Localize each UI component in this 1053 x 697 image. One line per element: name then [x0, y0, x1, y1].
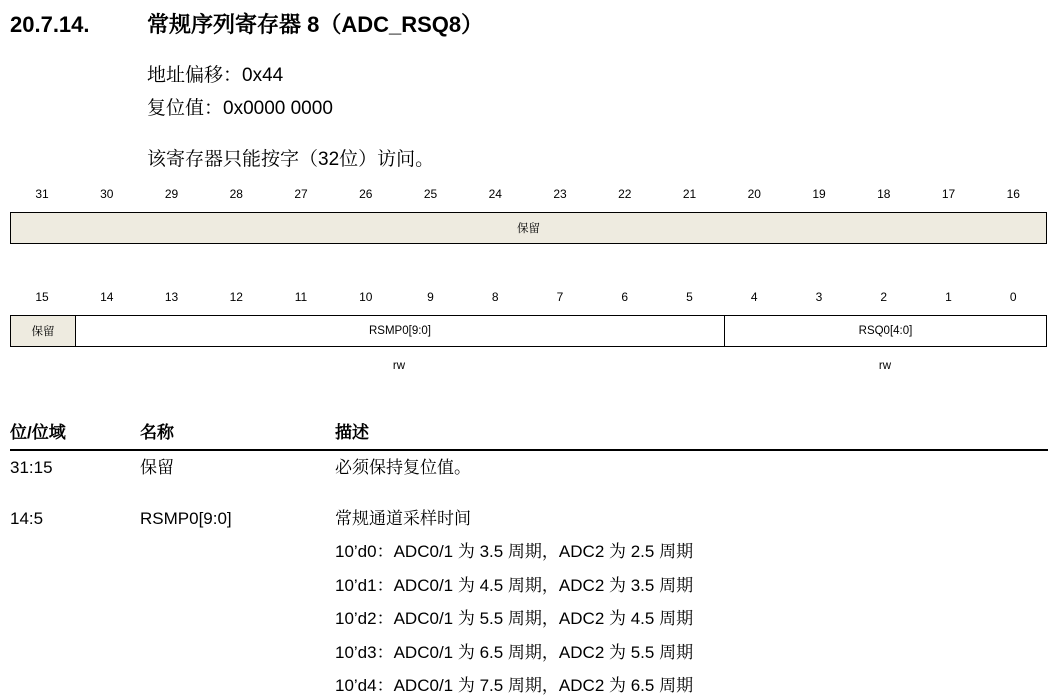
bit-number: 11 — [294, 290, 308, 304]
field-rsmp0: RSMP0[9:0] — [76, 316, 725, 346]
row-desc-line: 10’d2：ADC0/1 为 5.5 周期，ADC2 为 4.5 周期 — [335, 609, 694, 628]
bit-number: 10 — [359, 290, 373, 304]
bit-number: 18 — [877, 187, 891, 201]
bit-number: 30 — [100, 187, 114, 201]
reset-value: 复位值：0x0000 0000 — [147, 98, 333, 119]
bit-number: 16 — [1006, 187, 1020, 201]
bit-number: 2 — [880, 290, 888, 304]
row-bits: 14:5 — [10, 509, 44, 528]
bit-number: 31 — [35, 187, 49, 201]
bit-number: 1 — [945, 290, 952, 304]
col-header-desc: 描述 — [335, 423, 369, 442]
row-desc-line: 必须保持复位值。 — [335, 458, 471, 477]
section-heading — [10, 10, 483, 40]
access-rsmp0: rw — [392, 360, 406, 372]
bit-number: 13 — [164, 290, 179, 304]
bit-number: 14 — [100, 290, 114, 304]
bit-number: 19 — [812, 187, 826, 201]
bit-number: 24 — [488, 187, 502, 201]
bit-number: 15 — [35, 290, 49, 304]
bit-number: 27 — [294, 187, 308, 201]
bit-number: 6 — [621, 290, 629, 304]
row-bits: 31:15 — [10, 458, 53, 477]
access-note: 该寄存器只能按字（32位）访问。 — [147, 149, 435, 170]
bit-number: 22 — [618, 187, 632, 201]
bit-number: 3 — [815, 290, 823, 304]
section-title: 常规序列寄存器 8（ADC_RSQ8） — [147, 12, 484, 37]
row-desc-line: 10’d0：ADC0/1 为 3.5 周期，ADC2 为 2.5 周期 — [335, 542, 694, 561]
bit-number: 8 — [491, 290, 499, 304]
bit-number: 7 — [556, 290, 564, 304]
row-desc-line: 常规通道采样时间 — [335, 509, 471, 528]
bit-number: 20 — [747, 187, 761, 201]
bit-number: 9 — [427, 290, 434, 304]
col-header-name: 名称 — [140, 423, 174, 442]
register-row-lower — [10, 315, 1047, 347]
bit-number: 0 — [1009, 290, 1017, 304]
bit-number: 21 — [682, 187, 697, 201]
address-offset: 地址偏移：0x44 — [147, 65, 284, 86]
access-rsq0: rw — [878, 360, 892, 372]
field-reserved-upper: 保留 — [11, 213, 1046, 243]
row-desc-line: 10’d1：ADC0/1 为 4.5 周期，ADC2 为 3.5 周期 — [335, 576, 694, 595]
col-header-bits: 位/位域 — [10, 423, 66, 442]
bit-number: 17 — [941, 187, 956, 201]
bit-number: 4 — [750, 290, 758, 304]
bit-number: 26 — [359, 187, 373, 201]
register-row-upper — [10, 212, 1047, 244]
row-name: 保留 — [140, 458, 174, 477]
bit-number: 12 — [229, 290, 243, 304]
bit-number: 28 — [229, 187, 243, 201]
bit-number: 25 — [423, 187, 438, 201]
bit-number: 29 — [164, 187, 179, 201]
field-reserved-lower: 保留 — [11, 316, 76, 346]
bit-number: 23 — [553, 187, 567, 201]
field-rsq0: RSQ0[4:0] — [858, 325, 913, 337]
section-number: 20.7.14. — [10, 12, 90, 37]
row-desc-line: 10’d4：ADC0/1 为 7.5 周期，ADC2 为 6.5 周期 — [335, 676, 694, 695]
bit-number: 5 — [686, 290, 693, 304]
table-header-rule — [10, 449, 1048, 451]
row-name: RSMP0[9:0] — [140, 509, 232, 528]
row-desc-line: 10’d3：ADC0/1 为 6.5 周期，ADC2 为 5.5 周期 — [335, 643, 694, 662]
